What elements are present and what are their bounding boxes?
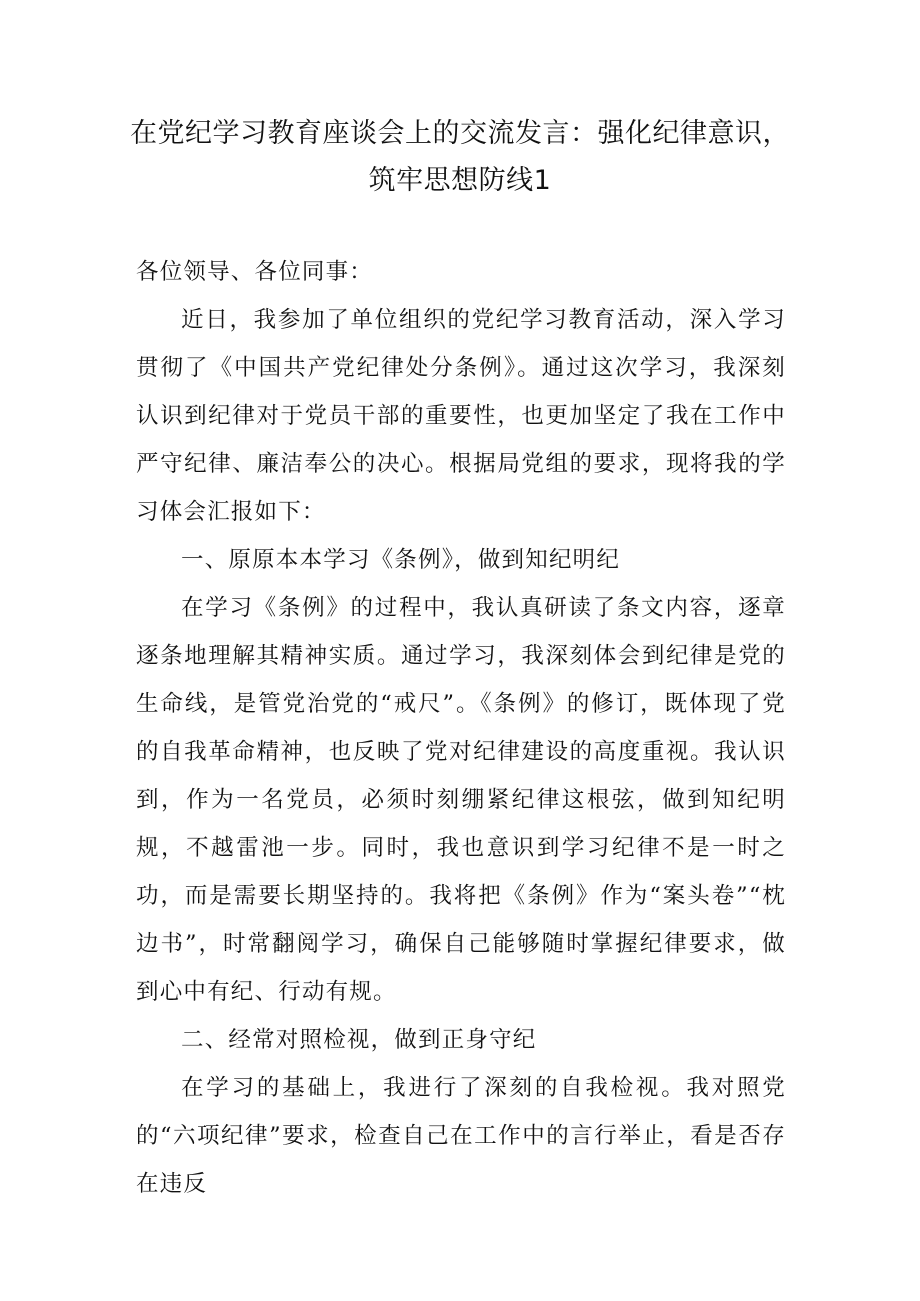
- section-heading-2: 二、经常对照检视，做到正身守纪: [181, 1027, 537, 1053]
- section-heading-1: 一、原原本本学习《条例》，做到知纪明纪: [181, 547, 621, 573]
- document-title-line2: 筑牢思想防线1: [368, 165, 552, 196]
- paragraph-intro: 近日，我参加了单位组织的党纪学习教育活动，深入学习贯彻了《中国共产党纪律处分条例》。通过这次学习，我深刻认识到纪律对于党员干部的重要性，也更加坚定了我在工作中严守纪律、廉洁奉公的决心。根据局党组的要求，现将我的学习体会汇报如下：: [136, 307, 786, 525]
- document-title-line1: 在党纪学习教育座谈会上的交流发言：强化纪律意识，: [130, 118, 790, 149]
- paragraph-section-2: 在学习的基础上，我进行了深刻的自我检视。我对照党的“六项纪律”要求，检查自己在工作中的言行举止，看是否存在违反: [136, 1075, 786, 1197]
- greeting: 各位领导、各位同事：: [136, 259, 374, 285]
- paragraph-section-1: 在学习《条例》的过程中，我认真研读了条文内容，逐章逐条地理解其精神实质。通过学习，我深刻体会到纪律是党的生命线，是管党治党的“戒尺”。《条例》的修订，既体现了党的自我革命精神，也反映了党对纪律建设的高度重视。我认识到，作为一名党员，必须时刻绷紧纪律这根弦，做到知纪明规，不越雷池一步。同时，我也意识到学习纪律不是一时之功，而是需要长期坚持的。我将把《条例》作为“案头卷”“枕边书”，时常翻阅学习，确保自己能够随时掌握纪律要求，做到心中有纪、行动有规。: [136, 595, 786, 1005]
